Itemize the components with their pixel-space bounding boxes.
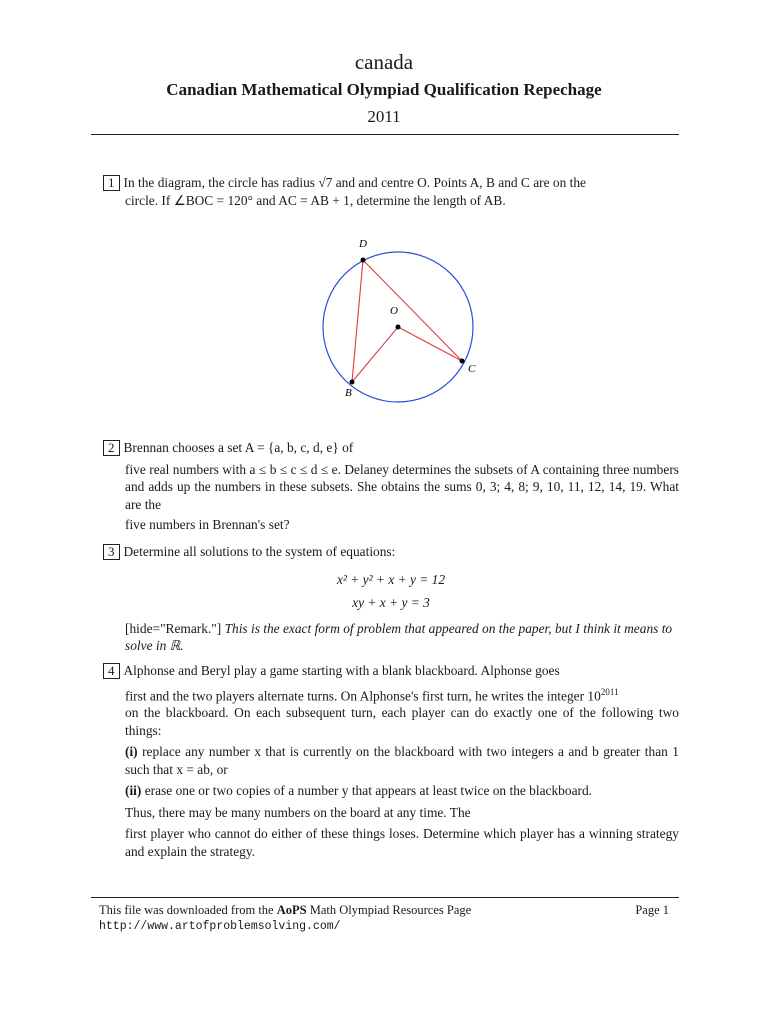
point-c (460, 359, 465, 364)
remark-prefix: [hide="Remark."] (125, 620, 222, 636)
option-i (103, 743, 679, 778)
label-c: C (468, 363, 476, 375)
problem-2 (103, 439, 679, 534)
point-o (396, 325, 401, 330)
problem-3 (103, 543, 679, 655)
remark (103, 620, 679, 655)
option-label: (ii) (125, 783, 142, 799)
problem-text-line: five numbers in Brennan's set? (125, 517, 290, 532)
label-d: D (359, 238, 367, 250)
footer-brand: AoPS (276, 903, 307, 917)
problem-text-line: Determine all solutions to the system of equations: (123, 544, 396, 559)
problem-text-line: Thus, there may be many numbers on the board at any time. The (125, 804, 471, 820)
problem-text-line: Brennan chooses a set A = {a, b, c, d, e} of (123, 440, 354, 455)
option-text: replace any number x that is currently on the blackboard with two integers a and b greater than 1 such that x = ab, or (125, 744, 679, 777)
option-label: (i) (125, 744, 138, 760)
year-heading: 2011 (367, 107, 401, 126)
country-heading: canada (354, 50, 414, 74)
point-b (350, 380, 355, 385)
problem-text-line (103, 684, 679, 705)
problem-text-span: first and the two players alternate turns. On Alphonse's first turn, he writes the integer 10 (125, 687, 601, 703)
problem-number: 1 (103, 175, 120, 191)
remark-text: This is the exact form of problem that appeared on the paper, but I think it means to solve in ℝ. (125, 620, 673, 653)
equation-1: x² + y² + x + y = 12 (336, 571, 446, 587)
problem-text-line: In the diagram, the circle has radius √7 and and centre O. Points A, B and C are on the (123, 175, 586, 190)
footer-url-link[interactable]: http://www.artofproblemsolving.com/ (99, 920, 341, 933)
option-text: erase one or two copies of a number y that appears at least twice on the blackboard. (144, 783, 593, 799)
competition-title: Canadian Mathematical Olympiad Qualification Repechage (166, 80, 602, 99)
footer-rule (91, 897, 679, 898)
label-b: B (345, 387, 352, 399)
problem-text-paragraph: first player who cannot do either of these things loses. Determine which player has a winning strategy and explain the strategy. (125, 826, 679, 859)
chord-dc (363, 260, 462, 361)
equation-2: xy + x + y = 3 (352, 595, 430, 610)
problem-text-paragraph: five real numbers with a ≤ b ≤ c ≤ d ≤ e. Delaney determines the subsets of A containing three numbers and adds up the numbers in these subsets. She obtains the sums 0, 3; 4, 8; 9, 10, 11, 12, 14, 19. What are the (125, 461, 679, 512)
option-ii (103, 782, 679, 800)
problem-1 (103, 174, 679, 209)
problem-text-paragraph: on the blackboard. On each subsequent turn, each player can do exactly one of the following two things: (125, 705, 679, 738)
document-header (0, 48, 768, 128)
problem-4 (103, 662, 679, 860)
chord-db (352, 260, 363, 382)
label-o: O (390, 305, 398, 317)
radius-ob (352, 327, 398, 382)
header-rule (91, 134, 679, 135)
problem-number: 4 (103, 663, 120, 679)
point-d (361, 258, 366, 263)
problem-text-line: Alphonse and Beryl play a game starting with a blank blackboard. Alphonse goes (123, 663, 560, 678)
problem-number: 2 (103, 440, 120, 456)
footer-text-before: This file was downloaded from the (99, 903, 274, 917)
radius-oc (398, 327, 462, 361)
footer-text-after: Math Olympiad Resources Page (309, 903, 472, 917)
problem-text-line: circle. If ∠BOC = 120° and AC = AB + 1, determine the length of AB. (125, 192, 506, 208)
exponent: 2011 (600, 686, 619, 697)
circle-diagram (300, 230, 500, 410)
problem-number: 3 (103, 544, 120, 560)
page-number: Page 1 (635, 903, 669, 917)
footer-note (99, 903, 471, 918)
